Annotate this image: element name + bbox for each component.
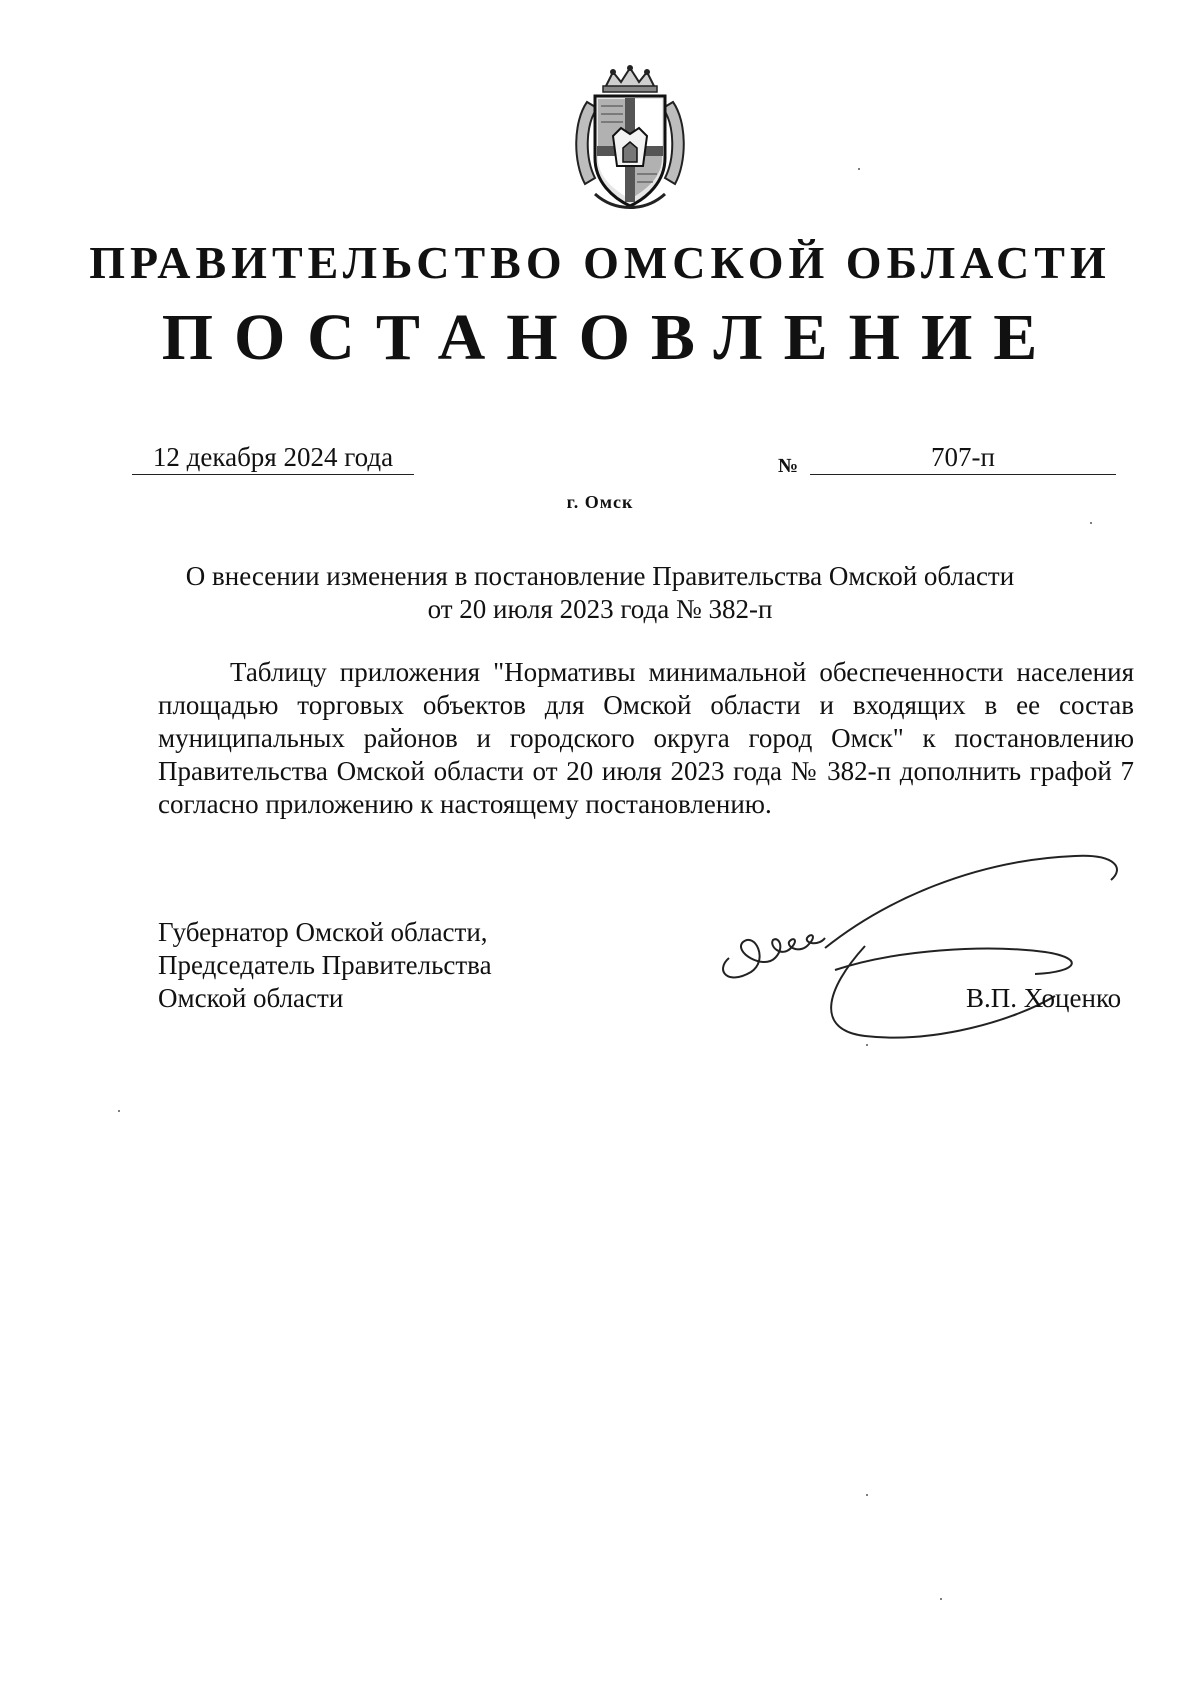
signer-title-line-2: Председатель Правительства	[158, 950, 492, 980]
signature-icon	[715, 840, 1135, 1060]
coat-of-arms-icon	[565, 62, 695, 212]
signer-title-line-3: Омской области	[158, 983, 344, 1013]
document-number: 707-п	[810, 440, 1116, 475]
scan-speck	[1090, 522, 1092, 524]
document-city: г. Омск	[566, 492, 634, 512]
document-date: 12 декабря 2024 года	[132, 440, 414, 475]
scan-speck	[940, 1598, 942, 1600]
subject-line-1: О внесении изменения в постановление Правительства Омской области	[185, 561, 1015, 591]
signer-name: В.П. Хоценко	[966, 983, 1122, 1013]
government-name: ПРАВИТЕЛЬСТВО ОМСКОЙ ОБЛАСТИ	[89, 237, 1111, 288]
scan-speck	[866, 1044, 868, 1046]
subject-line-2: от 20 июля 2023 года № 382-п	[427, 594, 773, 624]
scan-speck	[118, 1110, 120, 1112]
scan-speck	[866, 1494, 868, 1496]
signer-title-line-1: Губернатор Омской области,	[158, 917, 488, 947]
document-type: ПОСТАНОВЛЕНИЕ	[161, 301, 1059, 374]
scan-speck	[858, 168, 860, 170]
signer-title	[158, 916, 578, 1015]
document-subject	[160, 560, 1040, 626]
number-sign: №	[778, 455, 799, 477]
body-paragraph: Таблицу приложения "Нормативы минимальной обеспеченности населения площадью торговых объектов для Омской области и входящих в ее состав муниципальных районов и городского округа город Омск" к постановлению Правительства Омской области от 20 июля 2023 года № 382-п дополнить графой 7 согласно приложению к настоящему постановлению.	[158, 657, 1134, 819]
